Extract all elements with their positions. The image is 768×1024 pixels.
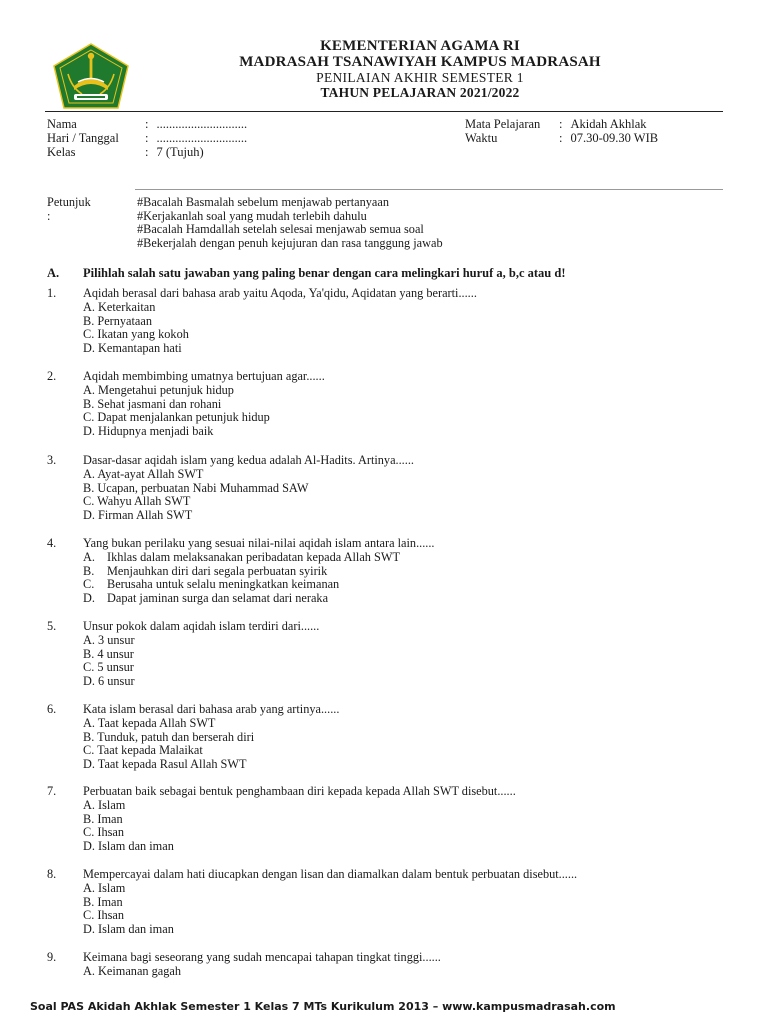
identity-value: ............................. xyxy=(156,117,248,131)
instruction-item: #Bacalah Hamdallah setelah selesai menjawab semua soal xyxy=(137,222,424,237)
answer-option[interactable]: A. Taat kepada Allah SWT xyxy=(83,715,216,730)
question-number: 9. xyxy=(47,950,57,964)
identity-separator: : xyxy=(145,145,149,159)
identity-separator: : xyxy=(559,131,563,145)
kemenag-logo-icon xyxy=(52,42,130,110)
answer-option[interactable]: C. Ikatan yang kokoh xyxy=(83,327,189,342)
identity-row-name xyxy=(47,117,247,131)
instruction-item: #Bacalah Basmalah sebelum menjawab pertanyaan xyxy=(137,195,389,209)
option-text: Dapat jaminan surga dan selamat dari neraka xyxy=(107,591,329,605)
instruction-item: #Kerjakanlah soal yang mudah terlebih dahulu xyxy=(137,208,367,223)
answer-option[interactable]: B. Sehat jasmani dan rohani xyxy=(83,396,222,411)
question-number: 8. xyxy=(47,867,57,881)
question-text: Aqidah membimbing umatnya bertujuan agar...... xyxy=(83,369,325,383)
answer-option[interactable]: A. Islam xyxy=(83,880,126,895)
identity-label: Nama xyxy=(47,117,77,131)
option-letter: D. xyxy=(83,591,95,605)
answer-option[interactable]: D. Islam dan iman xyxy=(83,922,174,936)
answer-option[interactable]: C. Taat kepada Malaikat xyxy=(83,743,203,758)
exam-title: PENILAIAN AKHIR SEMESTER 1 xyxy=(316,70,524,85)
question-number: 4. xyxy=(47,536,57,550)
instructions-list xyxy=(137,196,443,251)
answer-option[interactable]: A. Ayat-ayat Allah SWT xyxy=(83,466,204,481)
identity-row-time xyxy=(465,131,658,145)
school-name: MADRASAH TSANAWIYAH KAMPUS MADRASAH xyxy=(239,54,601,70)
answer-option[interactable]: D. Firman Allah SWT xyxy=(83,508,193,522)
answer-option[interactable] xyxy=(83,592,435,606)
identity-row-date xyxy=(47,131,247,145)
identity-value: 7 (Tujuh) xyxy=(156,145,204,159)
identity-separator: : xyxy=(145,131,149,145)
identity-label: Hari / Tanggal xyxy=(47,131,119,145)
answer-option[interactable]: D. Hidupnya menjadi baik xyxy=(83,424,214,438)
option-text: Ikhlas dalam melaksanakan peribadatan kepada Allah SWT xyxy=(107,549,400,564)
answer-option[interactable]: A. Keterkaitan xyxy=(83,299,156,314)
answer-option[interactable]: B. Tunduk, patuh dan berserah diri xyxy=(83,729,255,744)
answer-option[interactable]: A. Islam xyxy=(83,797,126,812)
section-instruction: Pilihlah salah satu jawaban yang paling benar dengan cara melingkari huruf a, b,c atau d! xyxy=(83,266,566,280)
answer-option[interactable]: D. Islam dan iman xyxy=(83,839,174,853)
question-number: 2. xyxy=(47,369,57,383)
answer-option[interactable]: D. Taat kepada Rasul Allah SWT xyxy=(83,757,247,771)
question-number: 1. xyxy=(47,286,57,300)
school-header xyxy=(130,38,710,100)
answer-option[interactable]: A. 3 unsur xyxy=(83,632,135,647)
option-letter: A. xyxy=(83,549,95,564)
question-text: Perbuatan baik sebagai bentuk penghambaan diri kepada kepada Allah SWT disebut...... xyxy=(83,784,516,798)
answer-option[interactable] xyxy=(83,578,435,592)
answer-option[interactable]: B. Iman xyxy=(83,894,123,909)
section-letter: A. xyxy=(47,266,60,280)
answer-option[interactable] xyxy=(83,551,435,565)
answer-option[interactable]: B. Iman xyxy=(83,811,123,826)
question-number: 6. xyxy=(47,702,57,716)
instruction-item: #Bekerjalah dengan penuh kejujuran dan rasa tanggung jawab xyxy=(137,236,443,251)
answer-option[interactable]: C. Ihsan xyxy=(83,908,124,923)
instructions-label: Petunjuk : xyxy=(47,195,91,223)
answer-option[interactable]: A. Keimanan gagah xyxy=(83,963,181,978)
option-text: Berusaha untuk selalu meningkatkan keimanan xyxy=(107,577,340,592)
question-text: Kata islam berasal dari bahasa arab yang artinya...... xyxy=(83,702,340,716)
answer-option[interactable]: C. Ihsan xyxy=(83,825,124,840)
question-text: Keimana bagi seseorang yang sudah mencapai tahapan tingkat tinggi...... xyxy=(83,950,441,964)
question-text: Yang bukan perilaku yang sesuai nilai-nilai aqidah islam antara lain...... xyxy=(83,536,435,550)
identity-row-subject xyxy=(465,117,658,131)
student-identity xyxy=(47,117,247,159)
identity-row-class xyxy=(47,145,247,159)
answer-option[interactable]: C. Dapat menjalankan petunjuk hidup xyxy=(83,410,270,425)
answer-option[interactable] xyxy=(83,565,435,579)
ministry-name: KEMENTERIAN AGAMA RI xyxy=(320,38,520,54)
identity-value: 07.30-09.30 WIB xyxy=(570,131,659,145)
identity-label: Kelas xyxy=(47,145,76,159)
answer-option[interactable]: B. Pernyataan xyxy=(83,313,152,328)
identity-label: Mata Pelajaran xyxy=(465,117,541,131)
header-divider xyxy=(45,111,723,112)
question-number: 5. xyxy=(47,619,57,633)
question-text: Unsur pokok dalam aqidah islam terdiri dari...... xyxy=(83,619,320,633)
option-text: Menjauhkan diri dari segala perbuatan syirik xyxy=(107,563,328,578)
page-footer: Soal PAS Akidah Akhlak Semester 1 Kelas 7 MTs Kurikulum 2013 – www.kampusmadrasah.com xyxy=(30,1000,616,1013)
identity-value: Akidah Akhlak xyxy=(570,117,647,131)
exam-identity xyxy=(465,117,658,145)
question-number: 7. xyxy=(47,784,57,798)
identity-value: ............................. xyxy=(156,131,248,145)
academic-year: TAHUN PELAJARAN 2021/2022 xyxy=(320,85,520,100)
answer-option[interactable]: B. Ucapan, perbuatan Nabi Muhammad SAW xyxy=(83,480,309,495)
answer-option[interactable]: D. Kemantapan hati xyxy=(83,341,182,355)
question-text: Dasar-dasar aqidah islam yang kedua adalah Al-Hadits. Artinya...... xyxy=(83,453,414,467)
question-text: Aqidah berasal dari bahasa arab yaitu Aqoda, Ya'qidu, Aqidatan yang berarti...... xyxy=(83,286,477,300)
identity-separator: : xyxy=(559,117,563,131)
answer-option[interactable]: B. 4 unsur xyxy=(83,646,134,661)
question-number: 3. xyxy=(47,453,57,467)
option-letter: B. xyxy=(83,563,95,578)
identity-separator: : xyxy=(145,117,149,131)
identity-label: Waktu xyxy=(465,131,498,145)
answer-option[interactable]: D. 6 unsur xyxy=(83,674,135,688)
option-letter: C. xyxy=(83,577,95,592)
answer-option[interactable]: A. Mengetahui petunjuk hidup xyxy=(83,382,234,397)
identity-divider xyxy=(135,189,723,190)
answer-option[interactable]: C. 5 unsur xyxy=(83,660,134,675)
question-text: Mempercayai dalam hati diucapkan dengan lisan dan diamalkan dalam bentuk perbuatan disebut...... xyxy=(83,867,578,881)
answer-option[interactable]: C. Wahyu Allah SWT xyxy=(83,494,191,509)
